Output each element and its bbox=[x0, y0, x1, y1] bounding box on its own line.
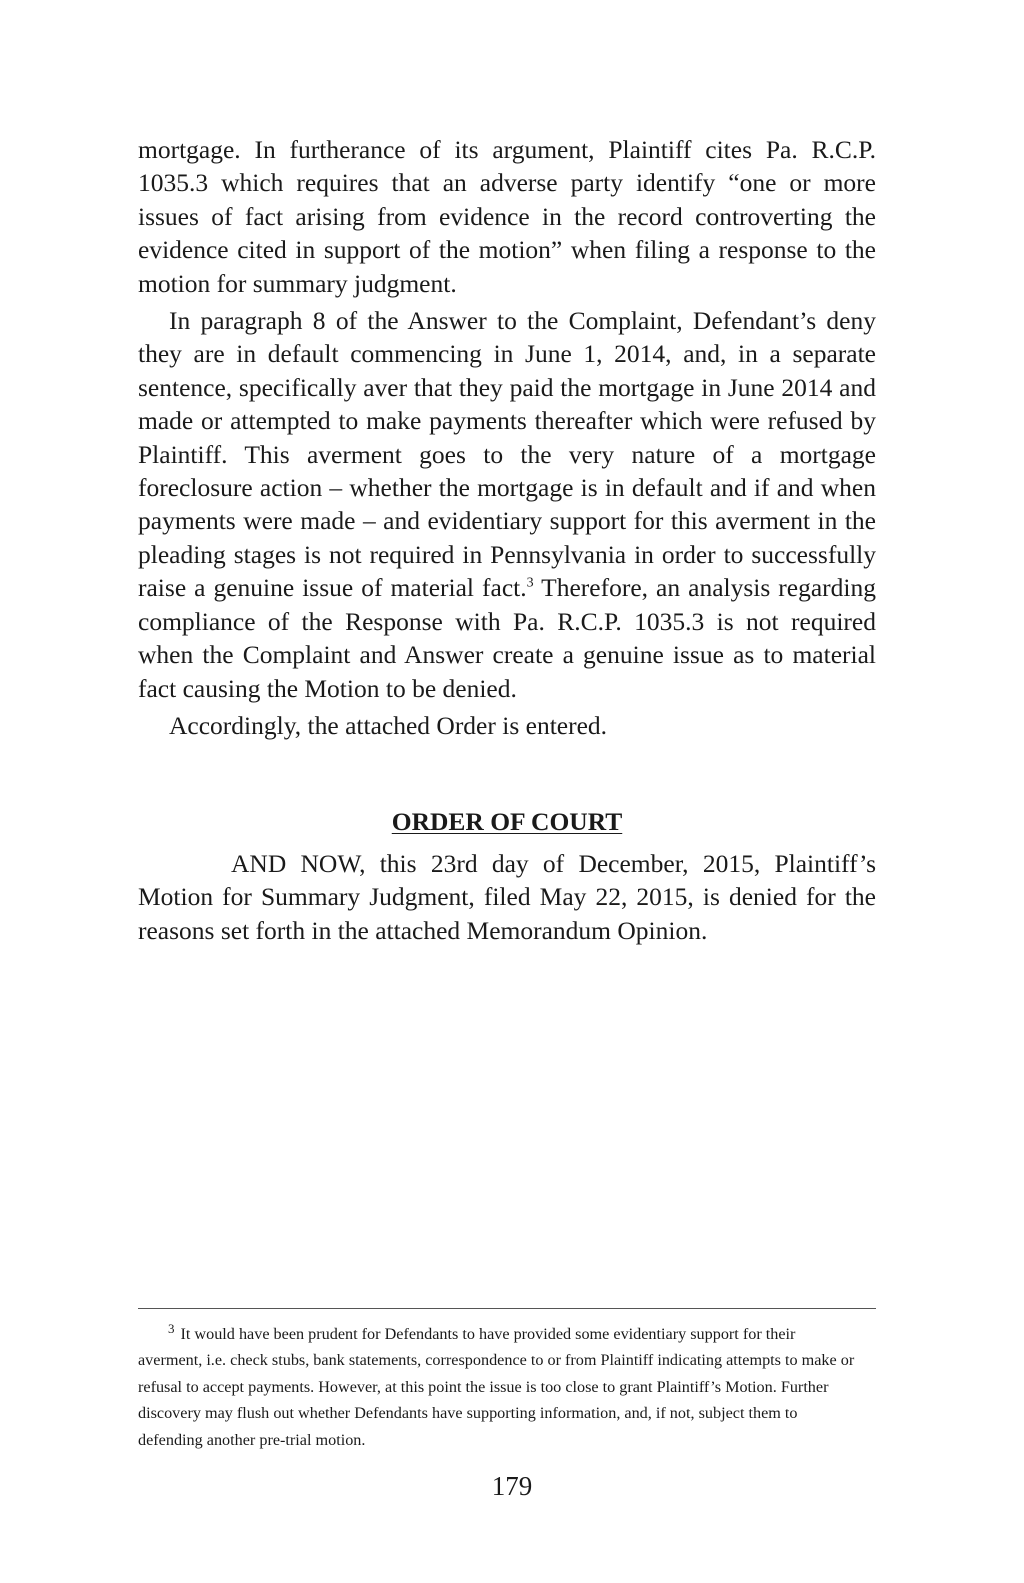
order-title-text: ORDER OF COURT bbox=[391, 807, 623, 836]
order-title bbox=[138, 805, 876, 838]
footnote-reference[interactable]: 3 bbox=[526, 575, 534, 591]
footnote-divider bbox=[138, 1308, 876, 1309]
footnote-mark: 3 bbox=[168, 1320, 175, 1336]
footnote bbox=[138, 1321, 862, 1453]
paragraph-mortgage-argument: mortgage. In furtherance of its argument, Plaintiff cites Pa. R.C.P. 1035.3 which requires that an adverse party identify “one or more issues of fact arising from evidence in the record controverting the evidence cited in support of the motion” when filing a response to the motion for summary judgment. bbox=[138, 135, 876, 298]
footnote-text: It would have been prudent for Defendants to have provided some evidentiary support for their averment, i.e. check stubs, bank statements, correspondence to or from Plaintiff indicating attempts to make or refusal to accept payments. However, at this point the issue is too close to grant Plaintiff’s Motion. Further discovery may flush out whether Defendants have supporting information, and, if not, subject them to defending another pre-trial motion. bbox=[138, 1325, 855, 1449]
page-body bbox=[138, 133, 876, 945]
paragraph-order-entered: Accordingly, the attached Order is entered. bbox=[169, 710, 608, 740]
page-number: 179 bbox=[491, 1471, 533, 1501]
order-body: AND NOW, this 23rd day of December, 2015, Plaintiff’s Motion for Summary Judgment, filed May 22, 2015, is denied for the reasons set forth in the attached Memorandum Opinion. bbox=[138, 849, 876, 945]
paragraph-answer-analysis-part2: Therefore, an analysis regarding compliance of the Response with Pa. R.C.P. 1035.3 is not required when the Complaint and Answer create a genuine issue as to material fact causing the Motion to be denied. bbox=[138, 573, 876, 703]
paragraph-answer-analysis-part1: In paragraph 8 of the Answer to the Complaint, Defendant’s deny they are in default commencing in June 1, 2014, and, in a separate sentence, specifically aver that they paid the mortgage in June 2014 and made or attempted to make payments thereafter which were refused by Plaintiff. This averment goes to the very nature of a mortgage foreclosure action – whether the mortgage is in default and if and when payments were made – and evidentiary support for this averment in the pleading stages is not required in Pennsylvania in order to successfully raise a genuine issue of material fact. bbox=[138, 306, 876, 603]
paragraph-answer-analysis bbox=[138, 304, 876, 705]
